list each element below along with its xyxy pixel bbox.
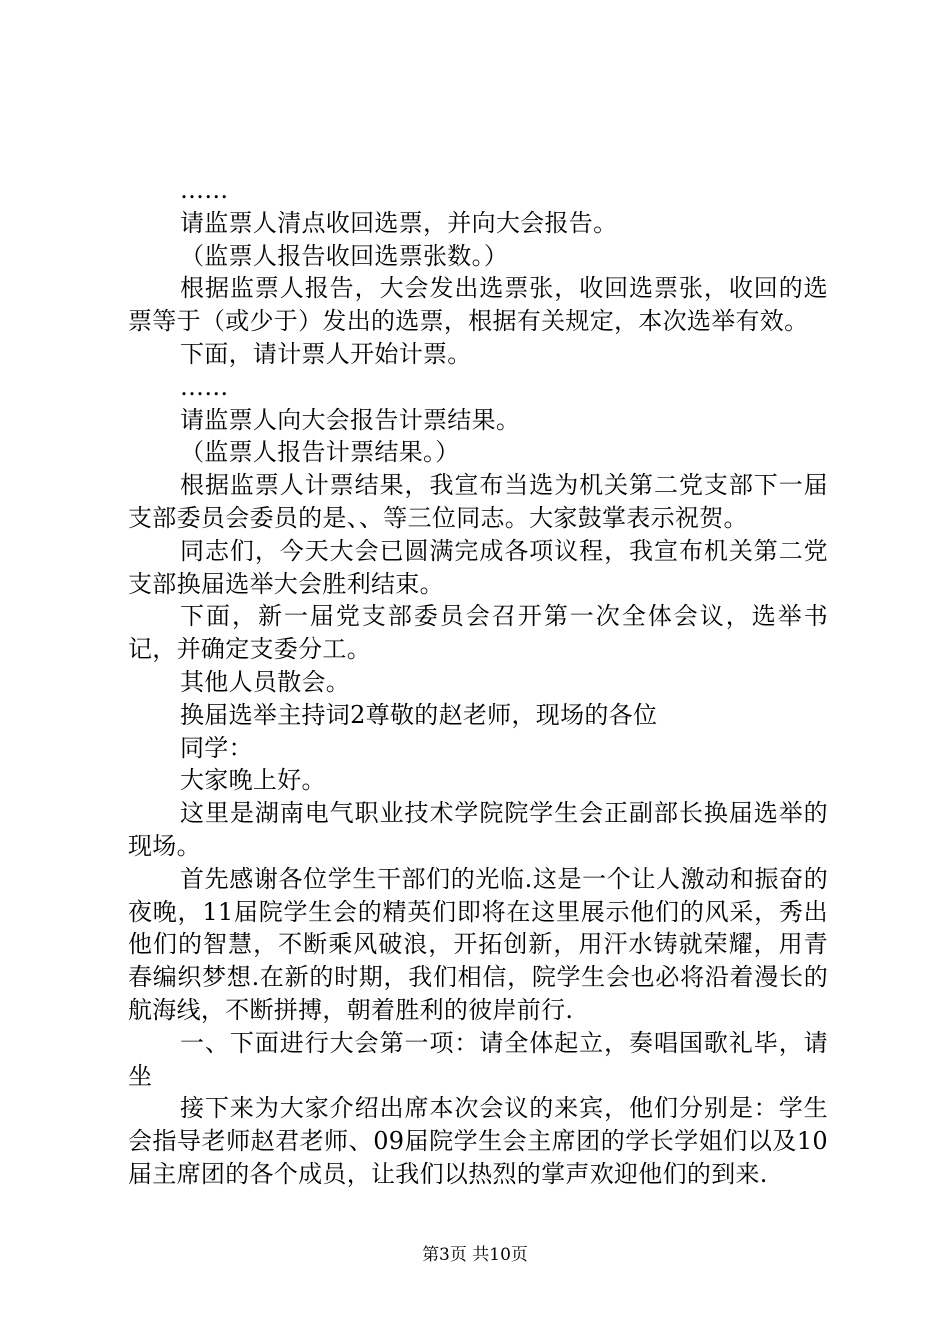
paragraph: 下面，请计票人开始计票。 [180,339,472,368]
paragraph: 首先感谢各位学生干部们的光临.这是一个让人激动和振奋的夜晚，11届院学生会的精英们即将在这里展示他们的风采，秀出他们的智慧，不断乘风破浪，开拓创新，用汗水铸就荣耀，用青春编织梦想.在新的时期，我们相信，院学生会也必将沿着漫长的航海线，不断拼搏，朝着胜利的彼岸前行. [128,864,828,1024]
paragraph: 大家晚上好。 [180,766,326,795]
page-number: 第3页 共10页 [422,1245,528,1265]
paragraph: 请监票人向大会报告计票结果。 [180,405,521,434]
paragraph: （监票人报告计票结果。） [180,438,460,467]
paragraph: 换届选举主持词2尊敬的赵老师，现场的各位 [180,700,658,729]
paragraph: （监票人报告收回选票张数。） [180,241,509,270]
paragraph: 这里是湖南电气职业技术学院院学生会正副部长换届选举的现场。 [128,799,828,860]
paragraph: …… [180,372,229,401]
paragraph: 根据监票人计票结果，我宣布当选为机关第二党支部下一届支部委员会委员的是、、等三位同志。大家鼓掌表示祝贺。 [128,471,828,532]
paragraph: 根据监票人报告，大会发出选票张，收回选票张，收回的选票等于（或少于）发出的选票，根据有关规定，本次选举有效。 [128,274,828,336]
paragraph: …… [180,176,229,204]
paragraph: 同学： [180,733,253,762]
paragraph: 接下来为大家介绍出席本次会议的来宾，他们分别是：学生会指导老师赵君老师、09届院学生会主席团的学长学姐们以及10届主席团的各个成员，让我们以热烈的掌声欢迎他们的到来. [128,1094,828,1188]
paragraph: 同志们，今天大会已圆满完成各项议程，我宣布机关第二党支部换届选举大会胜利结束。 [128,536,828,598]
paragraph: 其他人员散会。 [180,667,351,696]
paragraph: 一、下面进行大会第一项：请全体起立，奏唱国歌礼毕，请坐 [128,1028,828,1090]
paragraph: 请监票人清点收回选票，并向大会报告。 [180,208,618,237]
page-footer [0,1244,950,1266]
paragraph: 下面，新一届党支部委员会召开第一次全体会议，选举书记，并确定支委分工。 [128,602,828,664]
document-body [128,174,828,1191]
